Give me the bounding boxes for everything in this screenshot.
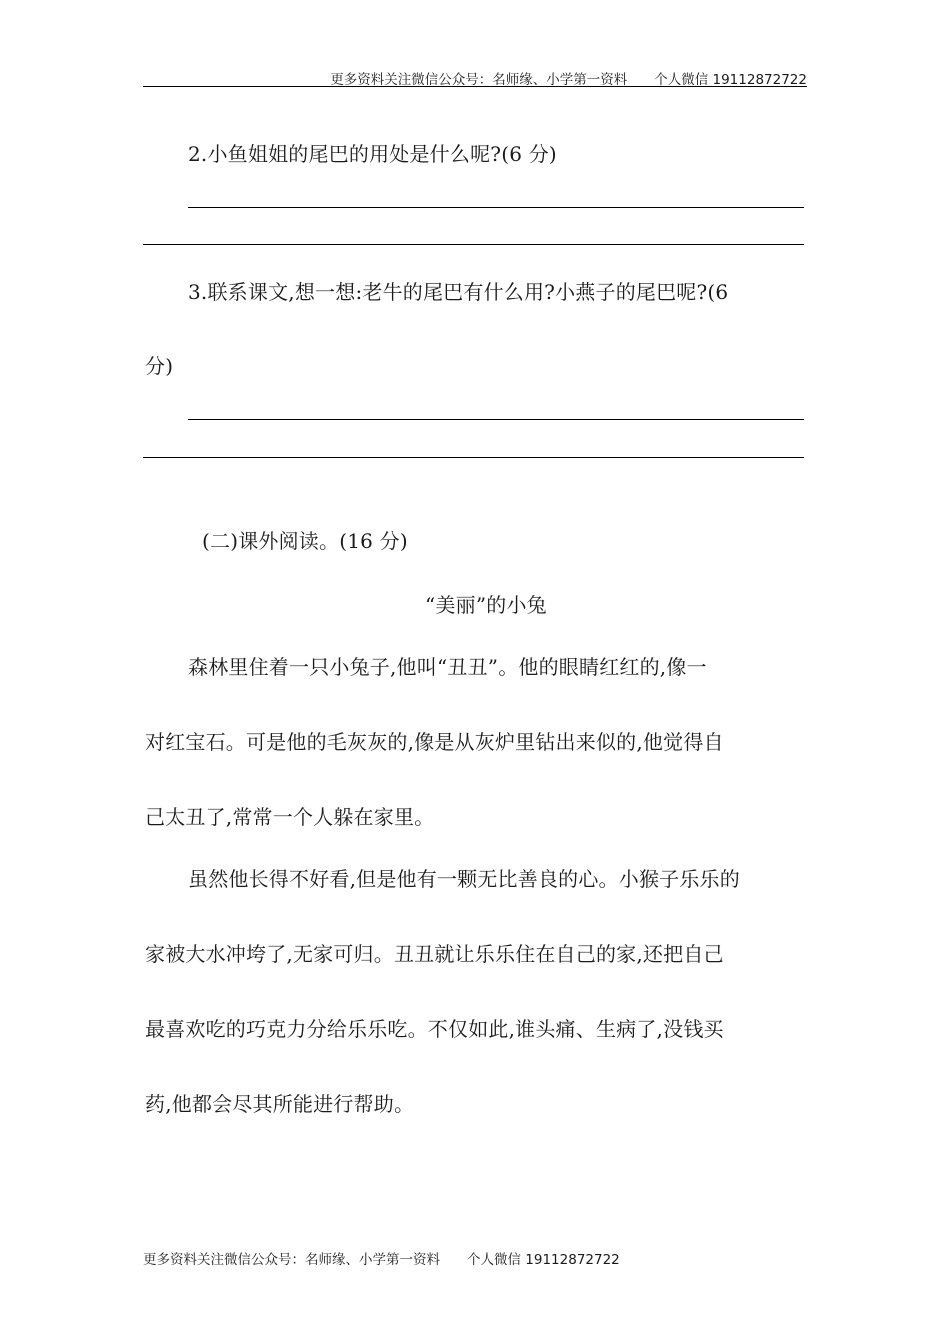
passage-line: 药,他都会尽其所能进行帮助。 xyxy=(145,1092,415,1116)
passage-line: 己太丑了,常常一个人躲在家里。 xyxy=(145,805,435,829)
section-heading: (二)课外阅读。(16 分) xyxy=(202,529,408,553)
answer-line xyxy=(143,244,804,245)
passage-line: 对红宝石。可是他的毛灰灰的,像是从灰炉里钻出来似的,他觉得自 xyxy=(145,730,724,754)
passage-line: 最喜欢吃的巧克力分给乐乐吃。不仅如此,谁头痛、生病了,没钱买 xyxy=(145,1017,724,1041)
header-divider xyxy=(143,86,807,87)
question-3-line-2: 分) xyxy=(145,354,174,378)
question-3-line-1: 3.联系课文,想一想:老牛的尾巴有什么用?小燕子的尾巴呢?(6 xyxy=(188,280,729,304)
header-text: 更多资料关注微信公众号：名师缘、小学第一资料 个人微信 19112872722 xyxy=(330,72,807,88)
answer-line xyxy=(188,207,804,208)
question-2: 2.小鱼姐姐的尾巴的用处是什么呢?(6 分) xyxy=(188,142,557,166)
passage-line: 虽然他长得不好看,但是他有一颗无比善良的心。小猴子乐乐的 xyxy=(188,867,740,891)
answer-line xyxy=(143,457,804,458)
passage-title: “美丽”的小兔 xyxy=(425,593,547,617)
passage-line: 森林里住着一只小兔子,他叫“丑丑”。他的眼睛红红的,像一 xyxy=(188,655,707,679)
page-footer: 更多资料关注微信公众号：名师缘、小学第一资料 个人微信 19112872722 xyxy=(143,1252,620,1268)
passage-line: 家被大水冲垮了,无家可归。丑丑就让乐乐住在自己的家,还把自己 xyxy=(145,942,724,966)
answer-line xyxy=(188,419,804,420)
